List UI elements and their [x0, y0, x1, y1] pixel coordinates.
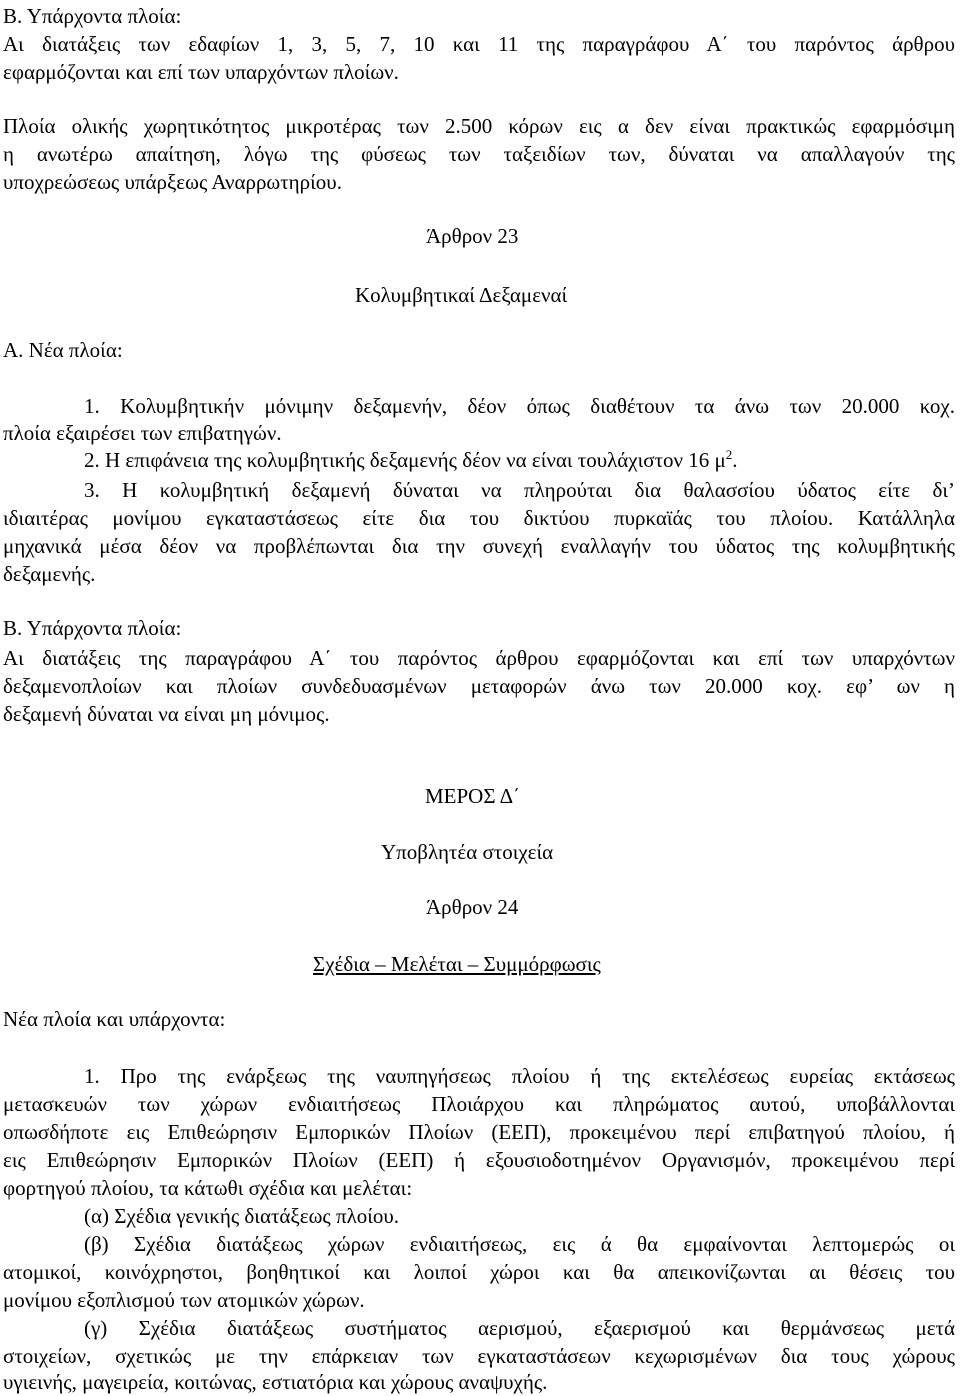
side-label-new-and-existing: Νέα πλοία και υπάρχοντα:	[3, 1007, 226, 1031]
paragraph-line: 1. Κολυμβητικήν μόνιμην δεξαμενήν, δέον όπως διαθέτουν τα άνω των 20.000 κοχ.	[84, 394, 955, 418]
section-heading-existing-ships: Β. Υπάρχοντα πλοία:	[3, 4, 182, 28]
part-title: ΜΕΡΟΣ Δ΄	[425, 784, 521, 808]
paragraph-line: δεξαμενής.	[3, 562, 96, 586]
article-title: Κολυμβητικαί Δεξαμεναί	[355, 283, 568, 307]
article-title: Σχέδια – Μελέται – Συμμόρφωσις	[313, 952, 601, 976]
paragraph-line: δεξαμενοπλοίων και πλοίων συνδεδυασμένων μεταφορών άνω των 20.000 κοχ. εφ’ ων η	[3, 674, 955, 698]
part-subtitle: Υποβλητέα στοιχεία	[381, 840, 554, 864]
paragraph-line: η ανωτέρω απαίτηση, λόγω της φύσεως των ταξειδίων των, δύναται να απαλλαγούν της	[3, 142, 955, 166]
paragraph-text: .	[732, 448, 738, 472]
list-item: (γ) Σχέδια διατάξεως συστήματος αερισμού, εξαερισμού και θερμάνσεως μετά	[84, 1316, 955, 1340]
paragraph-line: Αι διατάξεις των εδαφίων 1, 3, 5, 7, 10 και 11 της παραγράφου Α΄ του παρόντος άρθρου	[3, 32, 955, 56]
superscript: 2	[725, 447, 733, 462]
paragraph-line: ατομικοί, κοινόχρηστοι, βοηθητικοί και λοιποί χώροι και θα απεικονίζωνται αι θέσεις του	[3, 1260, 955, 1284]
paragraph-line: μηχανικά μέσα δέον να προβλέπωνται δια την συνεχή εναλλαγήν του ύδατος της κολυμβητικής	[3, 534, 955, 558]
paragraph-line: εφαρμόζονται και επί των υπαρχόντων πλοίων.	[3, 60, 399, 84]
paragraph-line: Πλοία ολικής χωρητικότητος μικροτέρας των 2.500 κόρων εις α δεν είναι πρακτικώς εφαρμόσιμη	[3, 114, 955, 138]
list-item: (α) Σχέδια γενικής διατάξεως πλοίου.	[84, 1204, 400, 1228]
article-number: Άρθρον 23	[426, 224, 519, 248]
paragraph-line: δεξαμενή δύναται να είναι μη μόνιμος.	[3, 702, 330, 726]
paragraph-line: υγιεινής, μαγειρεία, κοιτώνας, εστιατόρια και χώρους αναψυχής.	[3, 1370, 548, 1394]
paragraph-line: Αι διατάξεις της παραγράφου Α΄ του παρόντος άρθρου εφαρμόζονται και επί των υπαρχόντων	[3, 646, 955, 670]
paragraph-text: 2. Η επιφάνεια της κολυμβητικής δεξαμενής δέον να είναι τουλάχιστον 16 μ	[84, 448, 726, 472]
paragraph-line: 1. Προ της ενάρξεως της ναυπηγήσεως πλοίου ή της εκτελέσεως ευρείας εκτάσεως	[84, 1064, 955, 1088]
paragraph-line: ιδιαιτέρας μονίμου εγκαταστάσεως είτε δια του δικτύου πυρκαϊάς του πλοίου. Κατάλληλα	[3, 506, 955, 530]
paragraph-line: 3. Η κολυμβητική δεξαμενή δύναται να πληρούται δια θαλασσίου ύδατος είτε δι’	[84, 478, 955, 502]
paragraph-line: στοιχείων, σχετικώς με την επάρκειαν των εγκαταστάσεων κεχωρισμένων δια τους χώρους	[3, 1344, 955, 1368]
paragraph-line: μετασκευών των χώρων ενδιαιτήσεως Πλοιάρχου και πληρώματος αυτού, υποβάλλονται	[3, 1092, 955, 1116]
paragraph-line	[84, 446, 738, 474]
paragraph-line: οπωσδήποτε εις Επιθεώρησιν Εμπορικών Πλοίων (ΕΕΠ), προκειμένου περί επιβατηγού πλοίου, ή	[3, 1120, 955, 1144]
paragraph-line: υποχρεώσεως υπάρξεως Αναρρωτηρίου.	[3, 170, 342, 194]
article-number: Άρθρον 24	[426, 895, 519, 919]
section-heading-existing-ships: Β. Υπάρχοντα πλοία:	[3, 616, 182, 640]
paragraph-line: πλοία εξαιρέσει των επιβατηγών.	[3, 421, 282, 445]
paragraph-line: εις Επιθεώρησιν Εμπορικών Πλοίων (ΕΕΠ) ή εξουσιοδοτημένον Οργανισμόν, προκειμένου περί	[3, 1148, 955, 1172]
paragraph-line: φορτηγού πλοίου, τα κάτωθι σχέδια και μελέται:	[3, 1176, 413, 1200]
side-label-new-ships: Α. Νέα πλοία:	[3, 338, 123, 362]
list-item: (β) Σχέδια διατάξεως χώρων ενδιαιτήσεως, εις ά θα εμφαίνονται λεπτομερώς οι	[84, 1232, 955, 1256]
paragraph-line: μονίμου εξοπλισμού των ατομικών χώρων.	[3, 1288, 365, 1312]
